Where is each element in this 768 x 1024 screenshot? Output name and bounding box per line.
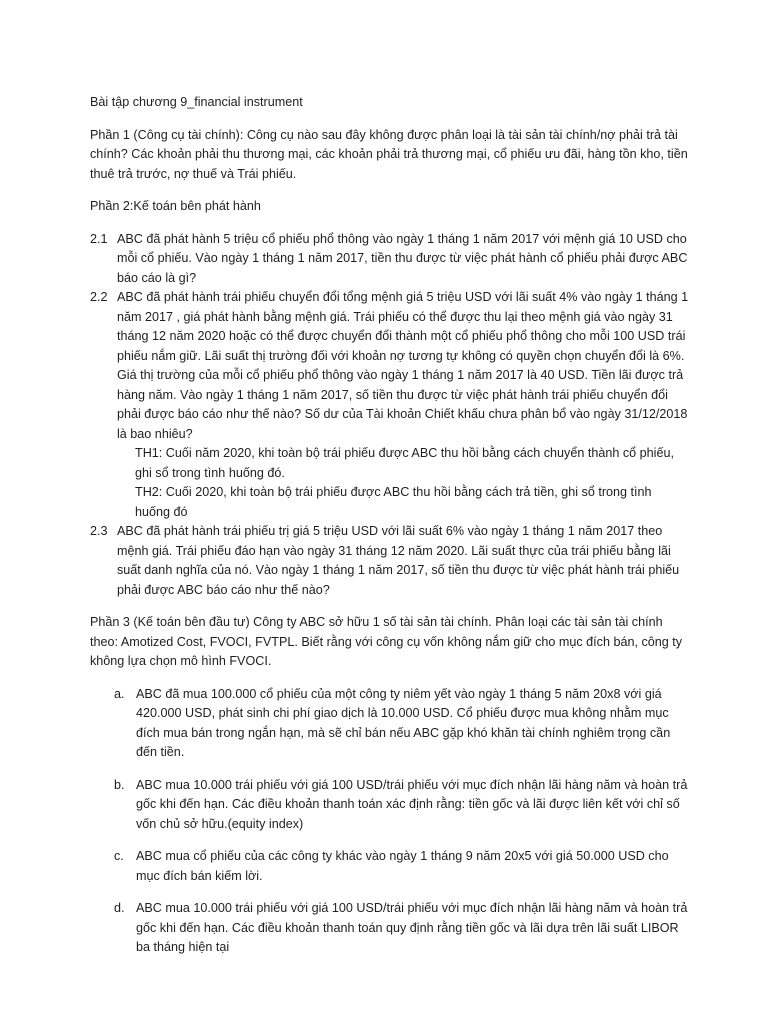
list-item [90,847,690,886]
item-text: ABC đã phát hành trái phiếu chuyển đổi tổng mệnh giá 5 triệu USD với lãi suất 4% vào ngày 1 tháng 1 năm 2017 , giá phát hành bằng mệnh giá. Trái phiếu có thể được thu lại theo mệnh giá vào ngày 31 tháng 12 năm 2020 hoặc có thể được chuyển đổi thành một cổ phiếu phổ thông cho mỗi 100 USD trái phiếu nắm giữ. Lãi suất thị trường đối với khoản nợ tương tự không có quyền chọn chuyển đổi là 6%. Giá thị trường của mỗi cổ phiếu phổ thông vào ngày 1 tháng 1 năm 2017 là 40 USD. Tiền lãi được trả hàng năm. Vào ngày 1 tháng 1 năm 2017, số tiền thu được từ việc phát hành trái phiếu chuyển đổi phải được báo cáo như thế nào? Số dư của Tài khoản Chiết khấu chưa phân bổ vào ngày 31/12/2018 là bao nhiêu? [117,290,689,441]
document-title: Bài tập chương 9_financial instrument [90,95,303,109]
part3-intro: Phần 3 (Kế toán bên đầu tư) Công ty ABC sở hữu 1 số tài sản tài chính. Phân loại các tài sản tài chính theo: Amotized Cost, FVOCI, FVTPL. Biết rằng với công cụ vốn không nắm giữ cho mục đích bán, công ty không lựa chọn mô hình FVOCI. [90,615,683,668]
case-1-text: TH1: Cuối năm 2020, khi toàn bộ trái phiếu được ABC thu hồi bằng cách chuyển thành cổ phiếu, ghi sổ trong tình huống đó. [135,446,674,480]
item-text: ABC đã phát hành trái phiếu trị giá 5 triệu USD với lãi suất 6% vào ngày 1 tháng 1 năm 2017 theo mệnh giá. Trái phiếu đáo hạn vào ngày 31 tháng 12 năm 2020. Lãi suất thực của trái phiếu bằng lãi suất danh nghĩa của nó. Vào ngày 1 tháng 1 năm 2017, số tiền thu được từ việc phát hành trái phiếu phải được ABC báo cáo như thế nào? [117,524,680,597]
item-letter: a. [114,686,125,701]
list-item [90,899,690,958]
item-text: ABC mua cổ phiếu của các công ty khác vào ngày 1 tháng 9 năm 20x5 với giá 50.000 USD cho mục đích bán kiếm lời. [136,849,669,883]
part3-list [90,685,690,958]
item-text: ABC mua 10.000 trái phiếu với giá 100 USD/trái phiếu với mục đích nhận lãi hàng năm và hoàn trả gốc khi đến hạn. Các điều khoản thanh toán quy định rằng tiền gốc và lãi dựa trên lãi suất LIBOR ba tháng hiện tại [136,901,688,954]
item-text: ABC đã mua 100.000 cổ phiếu của một công ty niêm yết vào ngày 1 tháng 5 năm 20x8 với giá 420.000 USD, phát sinh chi phí giao dịch là 10.000 USD. Cổ phiếu được mua không nhằm mục đích mua bán trong ngắn hạn, mà sẽ chỉ bán nếu ABC gặp khó khăn tài chính nghiêm trọng cần đến tiền. [136,686,671,759]
item-number: 2.3 [90,524,108,538]
case-2-text: TH2: Cuối 2020, khi toàn bộ trái phiếu được ABC thu hồi bằng cách trả tiền, ghi sổ trong tình huống đó [135,485,652,519]
list-item [90,522,690,600]
item-letter: d. [114,901,125,915]
item-letter: c. [114,849,124,863]
list-item [90,288,690,444]
list-item [90,776,690,835]
part1-paragraph: Phần 1 (Công cụ tài chính): Công cụ nào sau đây không được phân loại là tài sản tài chính/nợ phải trả tài chính? Các khoản phải thu thương mại, các khoản phải trả thương mại, cổ phiếu ưu đãi, hàng tồn kho, tiền thuê trả trước, nợ thuế và Trái phiếu. [90,127,688,181]
item-number: 2.2 [90,290,108,304]
list-item [90,230,690,289]
item-letter: b. [114,777,125,792]
item-text: ABC đã phát hành 5 triệu cổ phiếu phổ thông vào ngày 1 tháng 1 năm 2017 với mệnh giá 10 USD cho mỗi cổ phiếu. Vào ngày 1 tháng 1 năm 2017, tiền thu được từ việc phát hành cổ phiếu phải được ABC báo cáo là gì? [117,231,688,285]
item-text: ABC mua 10.000 trái phiếu với giá 100 USD/trái phiếu với mục đích nhận lãi hàng năm và hoàn trả gốc khi đến hạn. Các điều khoản thanh toán xác định rằng: tiền gốc và lãi được liên kết với chỉ số vốn chủ sở hữu.(equity index) [136,777,688,831]
part2-list [90,230,690,601]
part2-heading: Phần 2:Kế toán bên phát hành [90,199,261,213]
list-item [90,685,690,763]
document-page [90,93,690,971]
item-number: 2.1 [90,231,108,246]
